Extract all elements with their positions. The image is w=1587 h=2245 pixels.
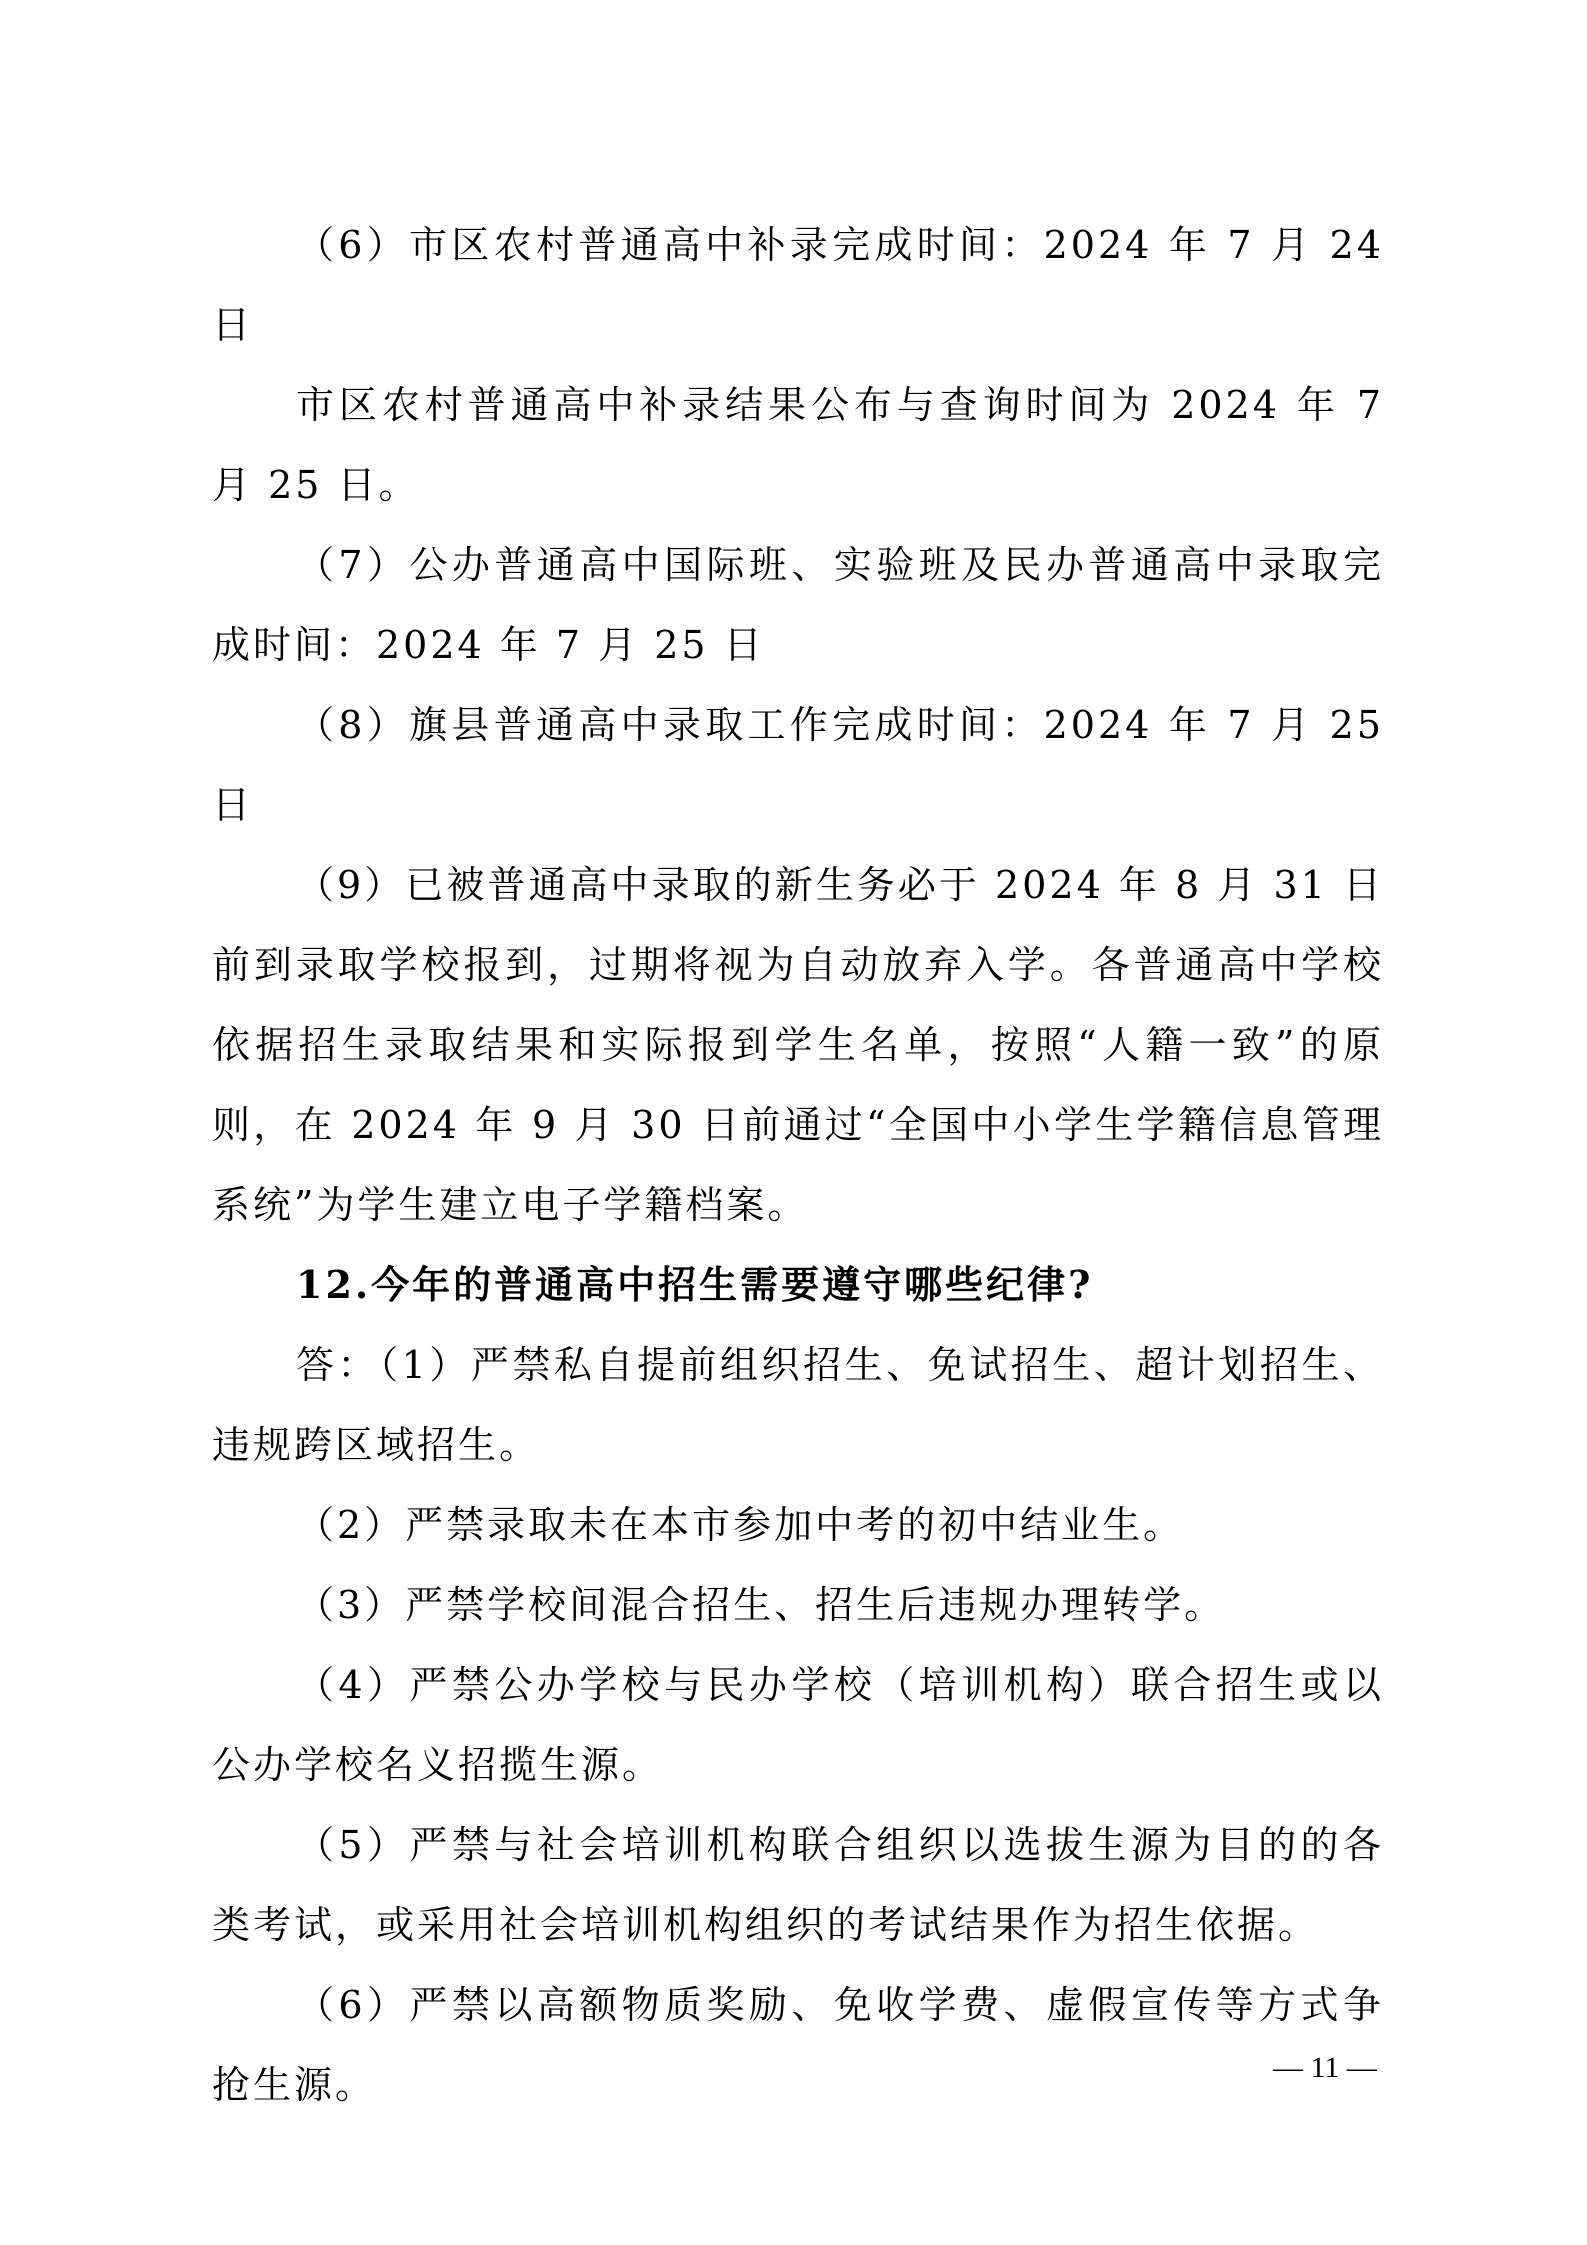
paragraph-item-6-completion: （6）市区农村普通高中补录完成时间：2024 年 7 月 24 日 <box>212 223 1384 347</box>
paragraph-rule-5: （5）严禁与社会培训机构联合组织以选拔生源为目的的各类考试，或采用社会培训机构组织的考试结果作为招生依据。 <box>212 1823 1384 1947</box>
paragraph-rule-6: （6）严禁以高额物质奖励、免收学费、虚假宣传等方式争抢生源。 <box>212 1983 1384 2107</box>
paragraph-item-9-registration: （9）已被普通高中录取的新生务必于 2024 年 8 月 31 日前到录取学校报到，过期将视为自动放弃入学。各普通高中学校依据招生录取结果和实际报到学生名单，按照“人籍一致”的原则，在 2024 年 9 月 30 日前通过“全国中小学生学籍信息管理系统”为学生建立电子学籍档案。 <box>212 863 1384 1227</box>
paragraph-item-8-completion: （8）旗县普通高中录取工作完成时间：2024 年 7 月 25 日 <box>212 703 1384 827</box>
page-number: — 11 — <box>1273 2051 1377 2084</box>
paragraph-rule-1: 答：（1）严禁私自提前组织招生、免试招生、超计划招生、违规跨区域招生。 <box>212 1343 1384 1467</box>
paragraph-item-7-completion: （7）公办普通高中国际班、实验班及民办普通高中录取完成时间：2024 年 7 月 25 日 <box>212 543 1384 667</box>
paragraph-rule-2: （2）严禁录取未在本市参加中考的初中结业生。 <box>296 1503 1185 1547</box>
document-body <box>212 205 1384 2125</box>
paragraph-rule-4: （4）严禁公办学校与民办学校（培训机构）联合招生或以公办学校名义招揽生源。 <box>212 1663 1384 1787</box>
section-heading-12: 12.今年的普通高中招生需要遵守哪些纪律? <box>296 1262 1094 1307</box>
paragraph-rural-results: 市区农村普通高中补录结果公布与查询时间为 2024 年 7 月 25 日。 <box>212 383 1384 507</box>
paragraph-rule-3: （3）严禁学校间混合招生、招生后违规办理转学。 <box>296 1583 1226 1627</box>
